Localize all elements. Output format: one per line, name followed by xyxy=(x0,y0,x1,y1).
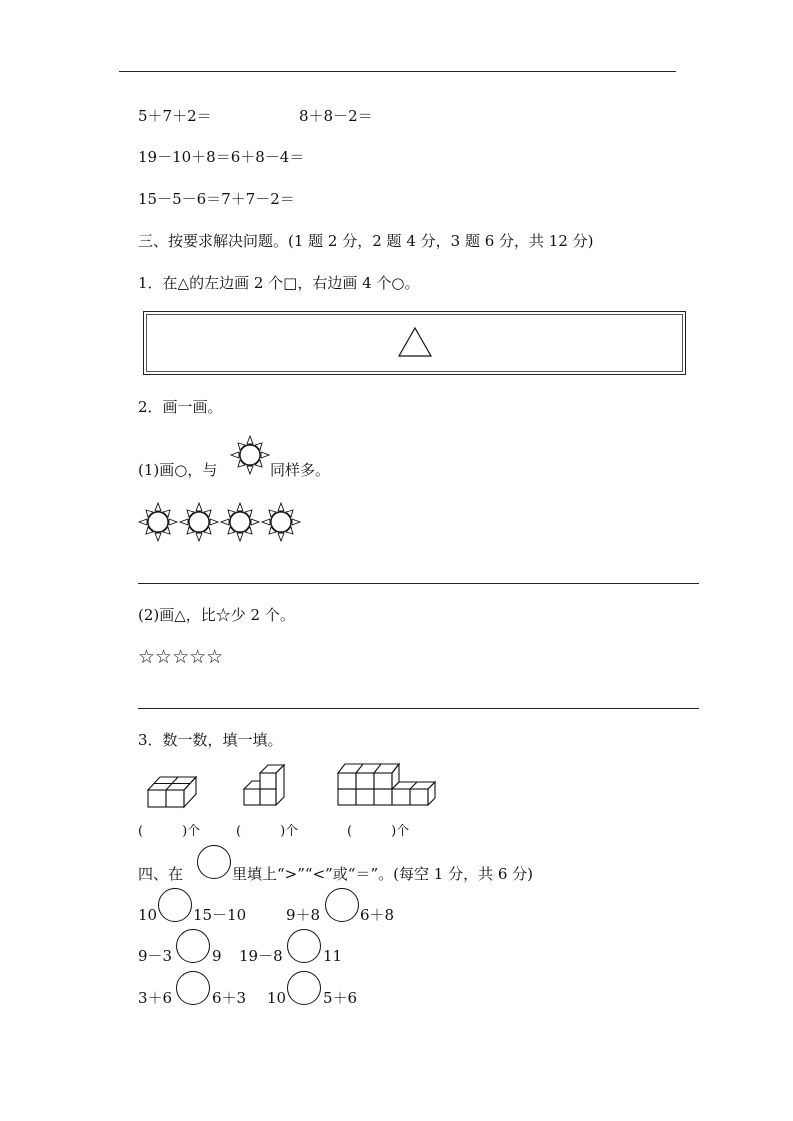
compare-right: 5＋6 xyxy=(323,989,358,1007)
header-rule xyxy=(119,71,676,72)
drawing-box xyxy=(143,311,686,375)
compare-circle[interactable] xyxy=(325,888,359,922)
sun-row xyxy=(138,502,308,542)
question-3: 3．数一数，填一填。 xyxy=(138,731,283,749)
sun-icon xyxy=(180,503,218,541)
compare-circle[interactable] xyxy=(287,929,321,963)
compare-left: 10 xyxy=(138,906,158,924)
section-4-title-prefix: 四、在 xyxy=(138,865,184,883)
count-blank-2[interactable]: ( )个 xyxy=(236,824,299,839)
count-blank-1[interactable]: ( )个 xyxy=(138,824,201,839)
sun-icon xyxy=(221,503,259,541)
equation-line: 8＋8－2＝ xyxy=(299,107,373,125)
compare-left: 9＋8 xyxy=(286,906,321,924)
question-2-1-prefix: (1)画○，与 xyxy=(138,461,218,479)
sun-icon xyxy=(230,435,270,475)
compare-left: 19－8 xyxy=(239,947,283,965)
triangle-icon xyxy=(397,327,433,357)
compare-left: 9－3 xyxy=(138,947,173,965)
compare-right: 15－10 xyxy=(193,906,247,924)
count-blank-3[interactable]: ( )个 xyxy=(347,824,410,839)
equation-line: 19－10＋8＝6＋8－4＝ xyxy=(138,148,305,166)
question-1: 1．在△的左边画 2 个□，右边画 4 个○。 xyxy=(138,274,420,292)
compare-circle[interactable] xyxy=(158,888,192,922)
cube-figure-3 xyxy=(336,760,438,808)
sun-icon xyxy=(262,503,300,541)
answer-line xyxy=(138,583,699,584)
compare-circle-icon xyxy=(197,845,231,879)
cube-figure-2 xyxy=(242,762,294,808)
compare-right: 9 xyxy=(212,947,222,965)
compare-circle[interactable] xyxy=(176,971,210,1005)
star-row: ☆☆☆☆☆ xyxy=(138,646,224,668)
section-4-title-suffix: 里填上“>”“<”或“＝”。(每空 1 分，共 6 分) xyxy=(232,865,534,883)
compare-right: 11 xyxy=(323,947,343,965)
question-2-2: (2)画△，比☆少 2 个。 xyxy=(138,606,295,624)
cube-figure-1 xyxy=(146,772,210,810)
compare-left: 3＋6 xyxy=(138,989,173,1007)
answer-line xyxy=(138,708,699,709)
equation-line: 5＋7＋2＝ xyxy=(138,107,212,125)
section-3-title: 三、按要求解决问题。(1 题 2 分，2 题 4 分，3 题 6 分，共 12 分) xyxy=(138,232,594,250)
compare-right: 6＋3 xyxy=(212,989,247,1007)
compare-circle[interactable] xyxy=(176,929,210,963)
sun-icon xyxy=(139,503,177,541)
question-2-1-suffix: 同样多。 xyxy=(270,461,331,479)
compare-right: 6＋8 xyxy=(360,906,395,924)
compare-left: 10 xyxy=(267,989,287,1007)
compare-circle[interactable] xyxy=(287,971,321,1005)
question-2: 2．画一画。 xyxy=(138,398,223,416)
equation-line: 15－5－6＝7＋7－2＝ xyxy=(138,190,295,208)
